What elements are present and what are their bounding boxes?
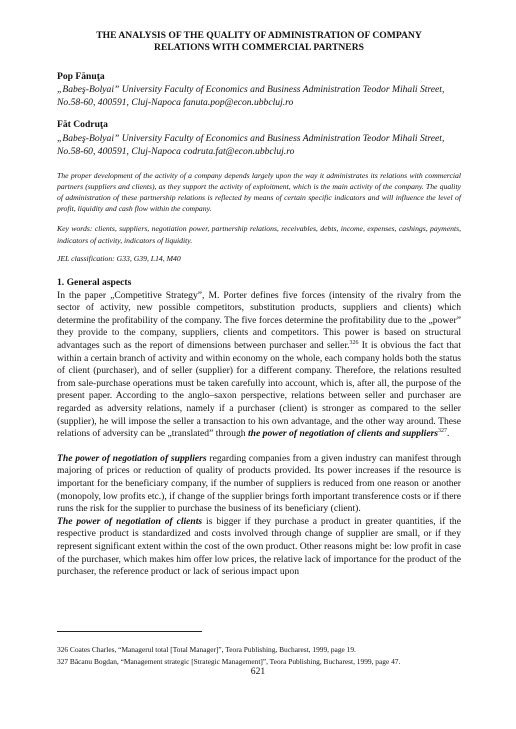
paragraph-1-emphasis: the power of negotiation of clients and suppliers	[248, 428, 439, 440]
paragraph-2	[57, 453, 461, 516]
keywords: Key words: clients, suppliers, negotiation power, partnership relations, receivables, debts, income, expenses, cashings, payments, indicators of activity, indicators of liquidity.	[57, 224, 461, 245]
title-line-2: RELATIONS WITH COMMERCIAL PARTNERS	[154, 42, 364, 54]
jel-classification: JEL classification: G33, G39, L14, M40	[57, 253, 181, 263]
paragraph-3-lead: The power of negotiation of clients	[57, 515, 203, 527]
author-block-2	[57, 119, 461, 157]
title-line-1: THE ANALYSIS OF THE QUALITY OF ADMINISTRATION OF COMPANY	[96, 30, 422, 41]
paragraph-1-text-b: It is obvious the fact that within a certain branch of activity and within economy on the whole, each company holds both the status of client (purchaser), and of seller (supplier) for a different company. Therefore, the relations resulted from sale-purchase operations must be taken carefully into account, which is, after all, the purpose of the present paper. According to the anglo–saxon perspective, relations between seller and purchaser are regarded as adversity relations, namely if a purchaser (client) is stronger as compared to the seller (supplier), he will impose the seller a transaction to his own advantage, and the other way around. These relations of adversity can be „translated” through	[57, 340, 461, 440]
paragraph-1-end: .	[447, 428, 450, 440]
footnote-divider	[57, 631, 202, 632]
footnotes	[57, 644, 467, 668]
author-affiliation: „Babeş-Bolyai” University Faculty of Economics and Business Administration Teodor Mihali Street, No.58-60, 400591, Cluj-Napoca codruta.fat@econ.ubbcluj.ro	[57, 132, 445, 157]
paragraph-3	[57, 516, 461, 579]
paragraph-2-text: regarding companies from a given industry can manifest through majoring of prices or reduction of quality of products provided. Its power increases if the resource is important for the beneficiary company, if the number of suppliers is reduced from one reason or another (monopoly, low profits etc.), if change of the supplier brings forth important transference costs or if there runs the risk for the supplier to purchase the business of its beneficiary (client).	[57, 452, 462, 515]
footnote-326: 326 Coates Charles, “Managerul total [Total Manager]”, Teora Publishing, Bucharest, 1999, page 19.	[57, 645, 356, 654]
footnote-327: 327 Băcanu Bogdan, “Management strategic [Strategic Management]”, Teora Publishing, Bucharest, 1999, page 47.	[57, 657, 401, 666]
footnote-ref-326[interactable]: 326	[349, 339, 359, 346]
author-affiliation: „Babeş-Bolyai” University Faculty of Economics and Business Administration Teodor Mihali Street, No.58-60, 400591, Cluj-Napoca fanuta.pop@econ.ubbcluj.ro	[57, 84, 445, 109]
paper-title	[57, 30, 461, 55]
paragraph-3-text: is bigger if they purchase a product in greater quantities, if the respective product is standardized and costs involved through change of supplier are small, or if they represent significant extent within the cost of the own product. Other reasons might be: low profit in case of the purchaser, which makes him offer low prices, the relative lack of importance for the product of the purchaser, the reference product or lack of serious impact upon	[57, 515, 461, 578]
author-name: Făt Codruţa	[57, 119, 108, 131]
paragraph-2-lead: The power of negotiation of suppliers	[57, 452, 207, 464]
paragraph-1-text-a: In the paper „Competitive Strategy”, M. Porter defines five forces (intensity of the rivalry from the sector of activity, new possible competitors, substitution products, suppliers and clients) which determine the profitability of the company. The five forces determine the profitability due to the „power” they provide to the company, suppliers, clients and competitors. This power is based on structural advantages such as the report of dimensions between purchaser and seller.	[57, 289, 461, 352]
paragraph-1	[57, 290, 461, 441]
author-name: Pop Fănuţa	[57, 70, 105, 82]
footnote-ref-327[interactable]: 327	[438, 427, 448, 434]
page-number: 621	[250, 666, 266, 677]
abstract: The proper development of the activity of a company depends largely upon the way it administrates its relations with commercial partners (suppliers and clients), as they support the activity of exploitment, which is the main activity of the company. The quality of administration of these partnership relations is reflected by means of certain specific indicators and will influence the level of profit, liquidity and cash flow within the company.	[57, 170, 461, 214]
author-block-1	[57, 71, 461, 109]
section-heading: 1. General aspects	[57, 277, 132, 289]
